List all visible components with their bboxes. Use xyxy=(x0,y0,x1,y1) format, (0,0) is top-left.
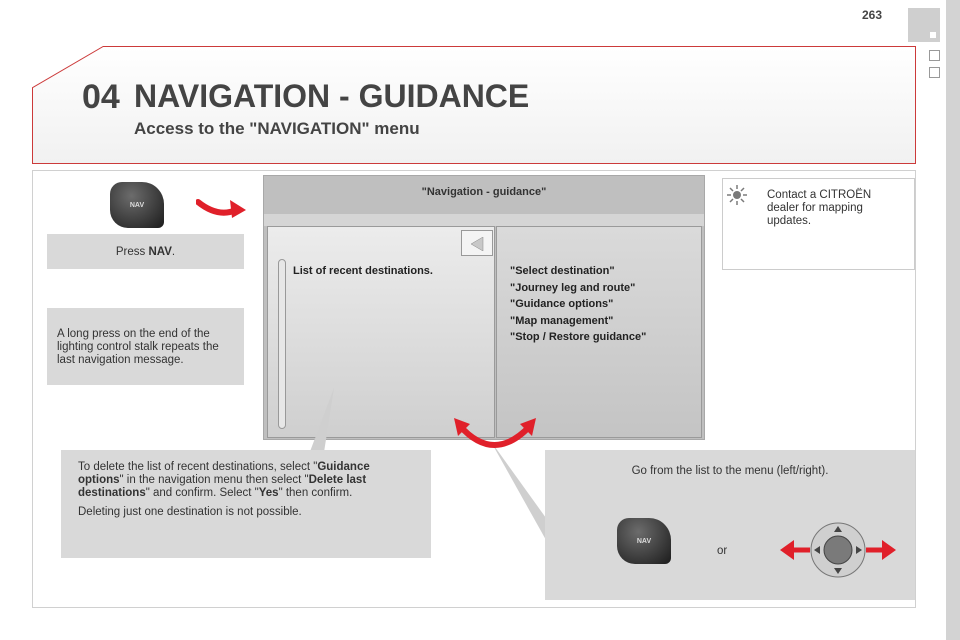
page-subtitle: Access to the "NAVIGATION" menu xyxy=(134,119,420,138)
press-suffix: . xyxy=(171,246,176,258)
back-button[interactable] xyxy=(461,230,493,256)
back-arrow-icon xyxy=(471,237,485,251)
delete-bold-3: Yes xyxy=(258,487,279,500)
page-title: NAVIGATION - GUIDANCE xyxy=(134,78,530,114)
long-press-text: A long press on the end of the lighting control stalk repeats the last navigation message. xyxy=(57,328,219,367)
sun-note-icon xyxy=(727,185,747,205)
recent-destinations-label: List of recent destinations. xyxy=(293,265,433,277)
press-key: NAV xyxy=(148,246,172,258)
nav-button-label: NAV xyxy=(129,201,145,209)
page-number: 263 xyxy=(862,8,883,22)
swap-arrows-icon xyxy=(452,418,538,458)
margin-square-2 xyxy=(929,67,940,78)
screen-separator xyxy=(264,214,704,226)
menu-item-stop-restore[interactable]: "Stop / Restore guidance" xyxy=(510,331,647,343)
press-nav-box xyxy=(47,234,244,269)
menu-item-select-destination[interactable]: "Select destination" xyxy=(510,265,615,277)
move-text: Go from the list to the menu (left/right). xyxy=(631,465,829,477)
delete-info-box xyxy=(61,450,431,558)
delete-text-1: To delete the list of recent destinations, select " xyxy=(78,461,318,473)
nav-button-bottom-label: NAV xyxy=(636,537,652,545)
note-box xyxy=(722,178,915,270)
or-label: or xyxy=(717,545,728,557)
joystick-icon[interactable] xyxy=(780,520,896,580)
curved-red-arrow-icon xyxy=(196,196,248,222)
delete-text-4: " then confirm. xyxy=(278,487,353,500)
margin-square-1 xyxy=(929,50,940,61)
screen-title: "Navigation - guidance" xyxy=(421,186,547,198)
note-text: Contact a CITROËN dealer for mapping updates. xyxy=(767,189,872,228)
delete-bold-2: Delete last destinations xyxy=(78,474,367,500)
menu-item-guidance-options[interactable]: "Guidance options" xyxy=(510,298,614,310)
chapter-number: 04 xyxy=(82,78,120,116)
delete-text-3: " and confirm. Select " xyxy=(145,487,259,500)
menu-item-journey-leg[interactable]: "Journey leg and route" xyxy=(510,281,636,294)
long-press-box xyxy=(47,308,244,385)
list-scrollbar[interactable] xyxy=(278,259,286,429)
delete-text-2: " in the navigation menu then select " xyxy=(119,474,309,487)
corner-tab xyxy=(908,8,940,42)
delete-bold-1: Guidance options xyxy=(78,461,370,487)
nav-button-bottom[interactable] xyxy=(617,518,671,564)
delete-note: Deleting just one destination is not possible. xyxy=(78,505,302,518)
menu-item-map-management[interactable]: "Map management" xyxy=(510,314,614,327)
delete-instructions xyxy=(78,461,413,501)
nav-button[interactable] xyxy=(110,182,164,228)
side-bar xyxy=(946,0,960,640)
menu-list xyxy=(510,265,646,348)
press-prefix: Press xyxy=(115,246,149,258)
